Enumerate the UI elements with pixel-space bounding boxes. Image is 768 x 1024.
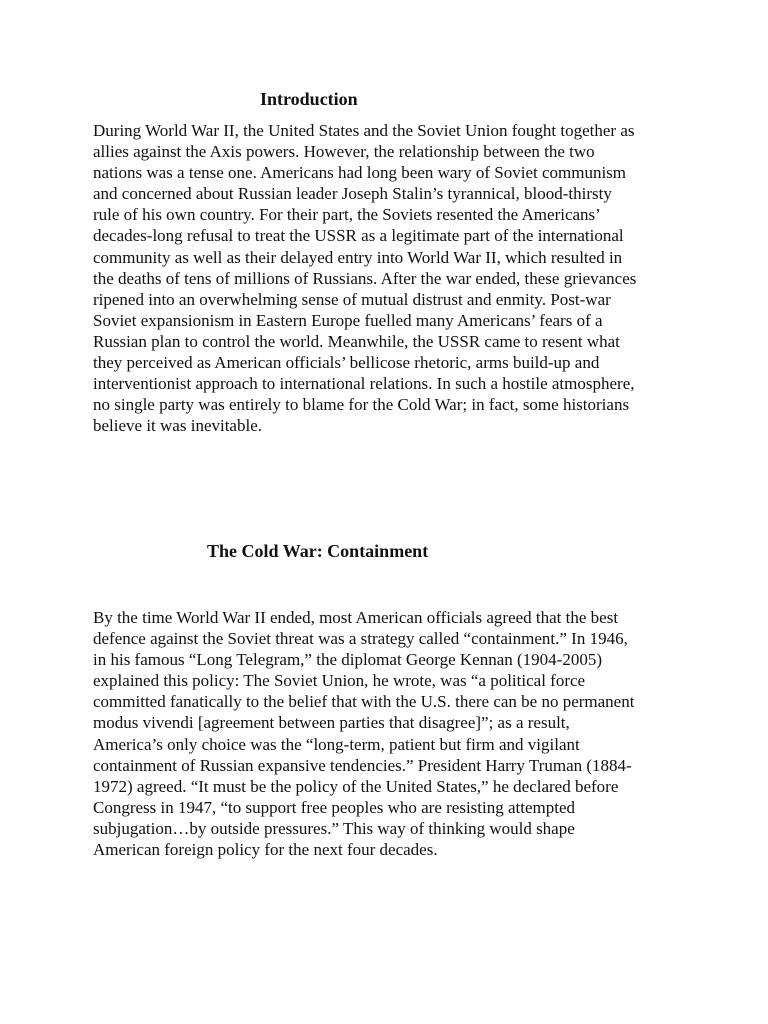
text-line: America’s only choice was the “long-term, patient but firm and vigilant [93, 734, 580, 754]
text-line: and concerned about Russian leader Joseph Stalin’s tyrannical, blood-thirsty [93, 184, 612, 204]
text-line: decades-long refusal to treat the USSR as a legitimate part of the international [93, 226, 624, 246]
text-line: no single party was entirely to blame for the Cold War; in fact, some historians [93, 395, 630, 415]
text-line: 1972) agreed. “It must be the policy of the United States,” he declared before [93, 776, 619, 796]
text-line: Russian plan to control the world. Meanwhile, the USSR came to resent what [93, 331, 620, 351]
text-line: committed fanatically to the belief that with the U.S. there can be no permanent [93, 692, 635, 712]
text-line: they perceived as American officials’ bellicose rhetoric, arms build-up and [93, 353, 600, 373]
text-line: American foreign policy for the next four decades. [93, 840, 438, 860]
text-line: Soviet expansionism in Eastern Europe fuelled many Americans’ fears of a [93, 310, 603, 330]
heading-containment: The Cold War: Containment [207, 541, 429, 561]
text-line: modus vivendi [agreement between parties that disagree]”; as a result, [93, 713, 570, 733]
text-line: containment of Russian expansive tendencies.” President Harry Truman (1884- [93, 755, 632, 775]
text-line: explained this policy: The Soviet Union, he wrote, was “a political force [93, 671, 586, 691]
text-line: rule of his own country. For their part, the Soviets resented the Americans’ [93, 205, 601, 225]
paragraph-containment [93, 607, 634, 860]
paragraph-introduction [93, 120, 636, 436]
text-line: the deaths of tens of millions of Russians. After the war ended, these grievances [93, 268, 637, 288]
text-line: allies against the Axis powers. However, the relationship between the two [93, 142, 595, 162]
text-line: in his famous “Long Telegram,” the diplomat George Kennan (1904-2005) [93, 650, 602, 670]
text-line: During World War II, the United States and the Soviet Union fought together as [93, 121, 635, 140]
text-line: interventionist approach to international relations. In such a hostile atmosphere, [93, 374, 635, 394]
text-line: Congress in 1947, “to support free peoples who are resisting attempted [93, 797, 576, 817]
text-line: ripened into an overwhelming sense of mutual distrust and enmity. Post-war [93, 289, 611, 309]
text-line: believe it was inevitable. [93, 416, 262, 436]
text-line: defence against the Soviet threat was a strategy called “containment.” In 1946, [93, 629, 628, 649]
text-line: By the time World War II ended, most American officials agreed that the best [93, 608, 619, 627]
text-line: subjugation…by outside pressures.” This way of thinking would shape [93, 818, 575, 838]
text-line: nations was a tense one. Americans had long been wary of Soviet communism [93, 163, 627, 183]
text-line: community as well as their delayed entry into World War II, which resulted in [93, 247, 623, 267]
heading-introduction: Introduction [260, 89, 358, 109]
